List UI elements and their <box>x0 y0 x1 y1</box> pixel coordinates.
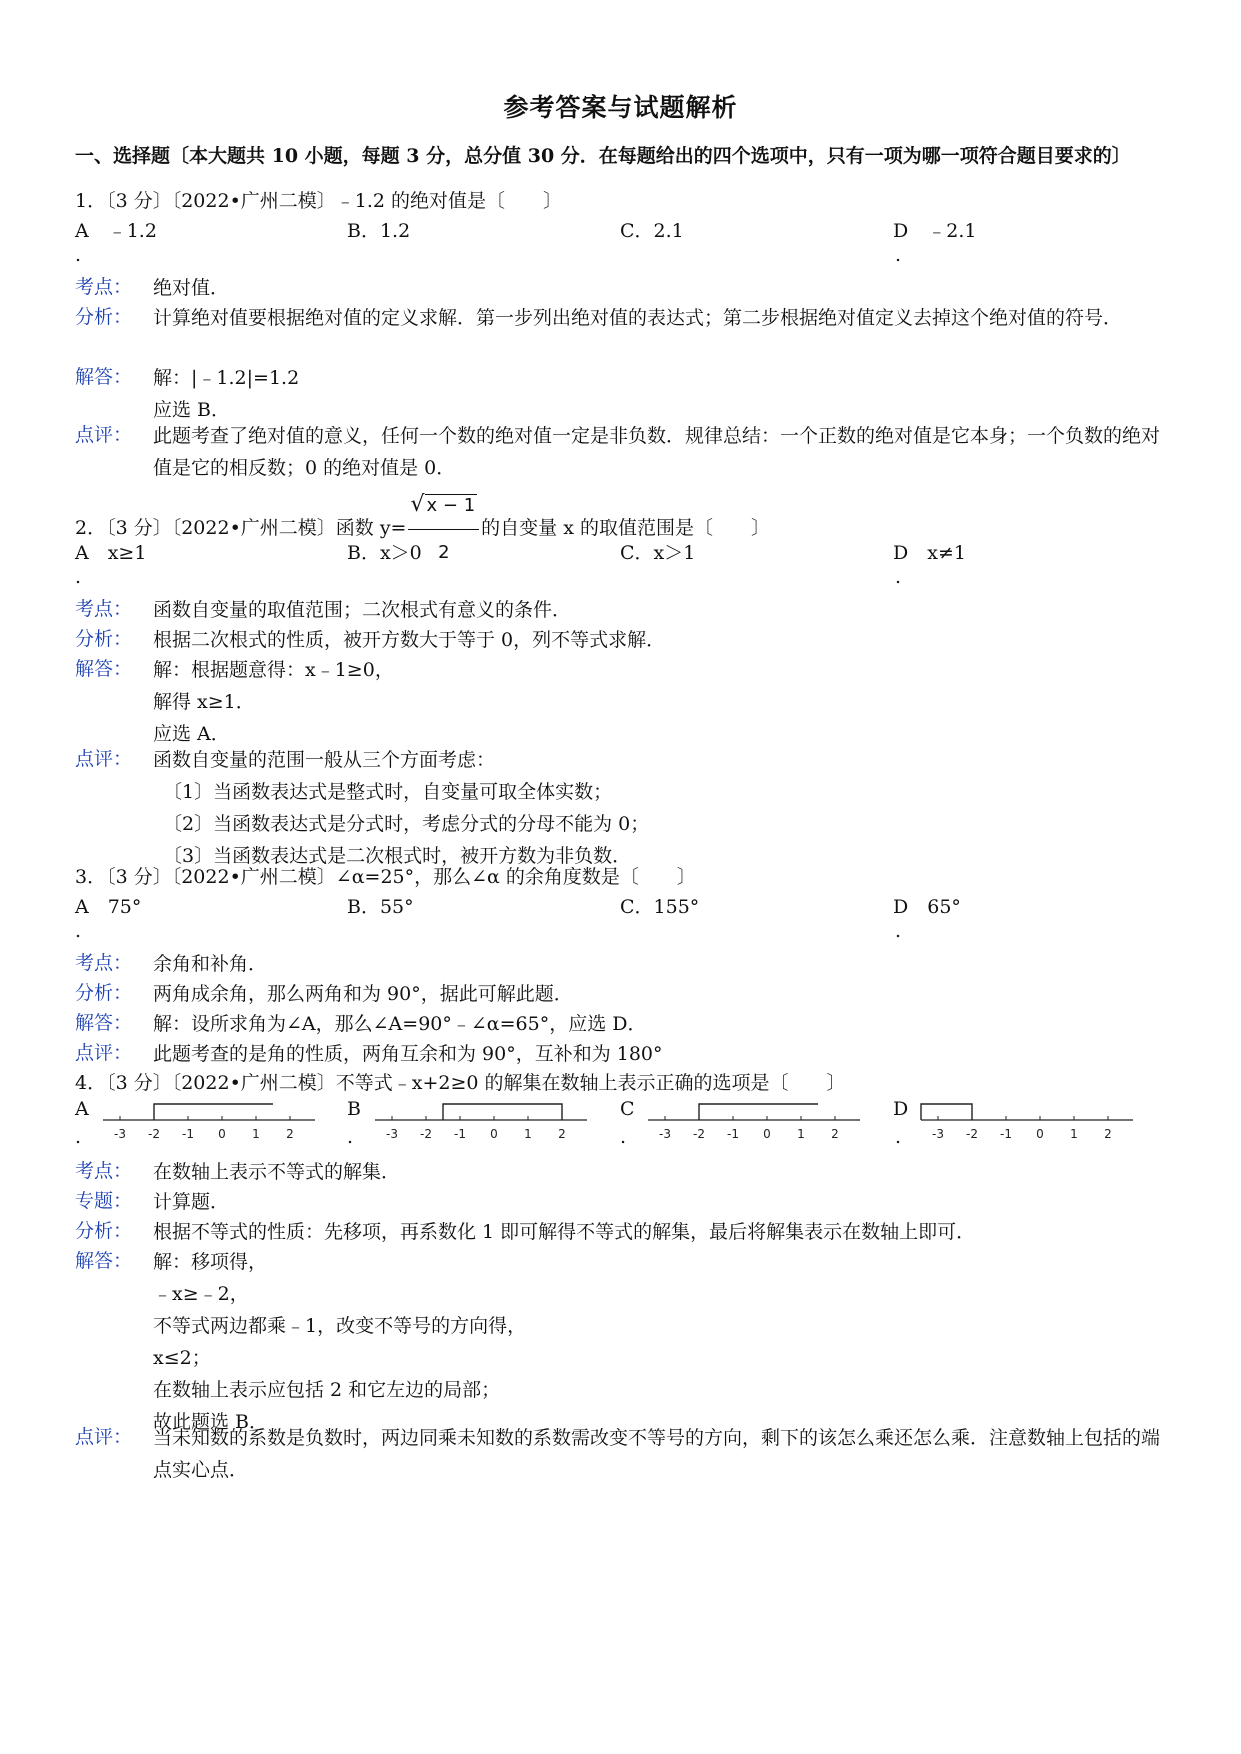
fenxi-text: 根据二次根式的性质，被开方数大于等于 0，列不等式求解． <box>153 629 666 651</box>
denominator: 2 <box>438 542 450 563</box>
label-fenxi: 分析： <box>75 982 133 1004</box>
solution-set-bracket <box>154 1104 273 1120</box>
number-line-tick-label: 0 <box>763 1127 771 1141</box>
option-d: D x≠1 <box>893 542 966 564</box>
number-line-tick-label: -2 <box>420 1127 432 1141</box>
option-a: A 75° <box>75 896 142 918</box>
option-dot: . <box>75 244 82 266</box>
number-line-tick-label: 0 <box>1036 1127 1044 1141</box>
section-heading: 一、选择题〔本大题共 10 小题，每题 3 分，总分值 30 分．在每题给出的四个选项中，只有一项为哪一项符合题目要求的〕 <box>75 145 1131 167</box>
label-kaodian: 考点： <box>75 276 133 298</box>
solution-set-bracket <box>921 1104 972 1120</box>
number-line-tick-label: 0 <box>490 1127 498 1141</box>
fenxi-text: 根据不等式的性质：先移项，再系数化 1 即可解得不等式的解集，最后将解集表示在数轴上即可． <box>153 1221 976 1243</box>
jieda-line: 解得 x≥1． <box>153 691 255 713</box>
label-fenxi: 分析： <box>75 1220 133 1242</box>
number-line-tick-label: -2 <box>966 1127 978 1141</box>
label-jieda: 解答： <box>75 1012 133 1034</box>
option-dot: . <box>895 920 902 942</box>
option-dot: . <box>895 1126 902 1148</box>
option-d: D <box>893 1098 909 1120</box>
option-dot: . <box>895 566 902 588</box>
label-jieda: 解答： <box>75 1250 133 1272</box>
label-fenxi: 分析： <box>75 628 133 650</box>
option-b: B．x＞0 <box>347 542 422 564</box>
solution-set-bracket <box>443 1104 562 1120</box>
jieda-line: 解：|﹣1.2|=1.2 <box>153 367 300 389</box>
label-dianping: 点评： <box>75 1042 133 1064</box>
question-1-options <box>75 216 1175 276</box>
number-line-tick-label: -3 <box>386 1127 398 1141</box>
kaodian-text: 函数自变量的取值范围；二次根式有意义的条件． <box>153 599 572 621</box>
option-a: A <box>75 1098 89 1120</box>
dianping-line: 〔1〕当函数表达式是整式时，自变量可取全体实数； <box>163 781 613 803</box>
number-line-tick-label: -1 <box>1000 1127 1012 1141</box>
option-dot: . <box>895 244 902 266</box>
stem-prefix: 2．〔3 分〕〔2022•广州二模〕函数 y= <box>75 517 407 539</box>
label-fenxi: 分析： <box>75 306 133 328</box>
jieda-line: 解：根据题意得：x﹣1≥0， <box>153 659 394 681</box>
number-line-tick-label: 1 <box>1070 1127 1078 1141</box>
jieda-line: x≤2； <box>153 1347 211 1369</box>
jieda-line: ﹣x≥﹣2， <box>153 1283 249 1305</box>
kaodian-text: 绝对值． <box>153 277 230 299</box>
jieda-line: 应选 B． <box>153 399 231 421</box>
label-dianping: 点评： <box>75 748 133 770</box>
number-line-tick-label: -1 <box>182 1127 194 1141</box>
question-1-stem: 1．〔3 分〕〔2022•广州二模〕﹣1.2 的绝对值是〔 〕 <box>75 190 563 212</box>
number-line-tick-label: 2 <box>1104 1127 1112 1141</box>
option-c: C．2.1 <box>620 220 684 242</box>
label-dianping: 点评： <box>75 1426 133 1448</box>
option-b: B <box>347 1098 361 1120</box>
kaodian-text: 在数轴上表示不等式的解集． <box>153 1161 401 1183</box>
option-b: B．55° <box>347 896 414 918</box>
option-dot: . <box>347 1126 354 1148</box>
option-a: A x≥1 <box>75 542 147 564</box>
number-line-tick-label: -3 <box>114 1127 126 1141</box>
label-jieda: 解答： <box>75 366 133 388</box>
option-c: C．x＞1 <box>620 542 696 564</box>
jieda-line: 解：移项得， <box>153 1251 268 1273</box>
question-4-options <box>75 1098 1175 1162</box>
dianping-text: 此题考查的是角的性质，两角互余和为 90°，互补和为 180° <box>153 1043 663 1065</box>
jieda-line: 应选 A． <box>153 723 230 745</box>
option-dot: . <box>75 566 82 588</box>
number-line-tick-label: 1 <box>524 1127 532 1141</box>
option-d: D ﹣2.1 <box>893 220 977 242</box>
number-line-tick-label: 1 <box>797 1127 805 1141</box>
option-dot: . <box>75 920 82 942</box>
number-line-tick-label: -1 <box>454 1127 466 1141</box>
label-zhuanti: 专题： <box>75 1190 133 1212</box>
question-2-options <box>75 538 1175 598</box>
option-c: C <box>620 1098 635 1120</box>
dianping-line: 〔3〕当函数表达式是二次根式时，被开方数为非负数． <box>163 845 632 867</box>
number-line-tick-label: 2 <box>286 1127 294 1141</box>
option-d: D 65° <box>893 896 961 918</box>
number-line-tick-label: 0 <box>218 1127 226 1141</box>
label-kaodian: 考点： <box>75 1160 133 1182</box>
number-line-c <box>648 1104 860 1141</box>
number-line-d <box>921 1104 1133 1141</box>
number-line-tick-label: -1 <box>727 1127 739 1141</box>
number-line-b <box>375 1104 587 1141</box>
stem-suffix: 的自变量 x 的取值范围是〔 〕 <box>481 517 770 539</box>
number-line-tick-label: -2 <box>148 1127 160 1141</box>
option-dot: . <box>75 1126 82 1148</box>
jieda-line: 解：设所求角为∠A，那么∠A=90°﹣∠α=65°，应选 D． <box>153 1013 647 1035</box>
number-line-tick-label: -3 <box>932 1127 944 1141</box>
option-a: A ﹣1.2 <box>75 220 157 242</box>
solution-set-bracket <box>699 1104 818 1120</box>
dianping-line: 〔2〕当函数表达式是分式时，考虑分式的分母不能为 0； <box>163 813 650 835</box>
question-3-stem: 3．〔3 分〕〔2022•广州二模〕∠α=25°，那么∠α 的余角度数是〔 〕 <box>75 866 696 888</box>
option-dot: . <box>620 1126 627 1148</box>
fenxi-text: 两角成余角，那么两角和为 90°，据此可解此题． <box>153 983 573 1005</box>
number-line-tick-label: 2 <box>558 1127 566 1141</box>
label-jieda: 解答： <box>75 658 133 680</box>
number-line-tick-label: 1 <box>252 1127 260 1141</box>
fenxi-text: 计算绝对值要根据绝对值的定义求解．第一步列出绝对值的表达式；第二步根据绝对值定义去掉这个绝对值的符号． <box>153 307 1123 329</box>
number-line-tick-label: 2 <box>831 1127 839 1141</box>
jieda-line: 故此题选 B． <box>153 1411 269 1433</box>
dianping-line: 函数自变量的范围一般从三个方面考虑： <box>153 749 496 771</box>
label-kaodian: 考点： <box>75 952 133 974</box>
option-b: B．1.2 <box>347 220 411 242</box>
jieda-line: 不等式两边都乘﹣1，改变不等号的方向得， <box>153 1315 527 1337</box>
kaodian-text: 余角和补角． <box>153 953 268 975</box>
option-c: C．155° <box>620 896 700 918</box>
zhuanti-text: 计算题． <box>153 1191 230 1213</box>
dianping-text: 当未知数的系数是负数时，两边同乘未知数的系数需改变不等号的方向，剩下的该怎么乘还怎么乘．注意数轴上包括的端点实心点． <box>153 1427 1161 1481</box>
label-dianping: 点评： <box>75 424 133 446</box>
page-title: 参考答案与试题解析 <box>503 93 738 122</box>
number-line-tick-label: -2 <box>693 1127 705 1141</box>
number-line-options <box>75 1098 1175 1162</box>
radicand: x − 1 <box>426 495 476 516</box>
question-4-stem: 4．〔3 分〕〔2022•广州二模〕不等式﹣x+2≥0 的解集在数轴上表示正确的选项是〔 〕 <box>75 1072 846 1094</box>
jieda-line: 在数轴上表示应包括 2 和它左边的局部； <box>153 1379 501 1401</box>
sqrt-sign: √ <box>410 492 425 517</box>
dianping-text: 此题考查了绝对值的意义，任何一个数的绝对值一定是非负数．规律总结：一个正数的绝对值是它本身；一个负数的绝对值是它的相反数；0 的绝对值是 0． <box>153 425 1161 479</box>
label-kaodian: 考点： <box>75 598 133 620</box>
number-line-tick-label: -3 <box>659 1127 671 1141</box>
number-line-a <box>103 1104 315 1141</box>
question-3-options <box>75 892 1175 952</box>
